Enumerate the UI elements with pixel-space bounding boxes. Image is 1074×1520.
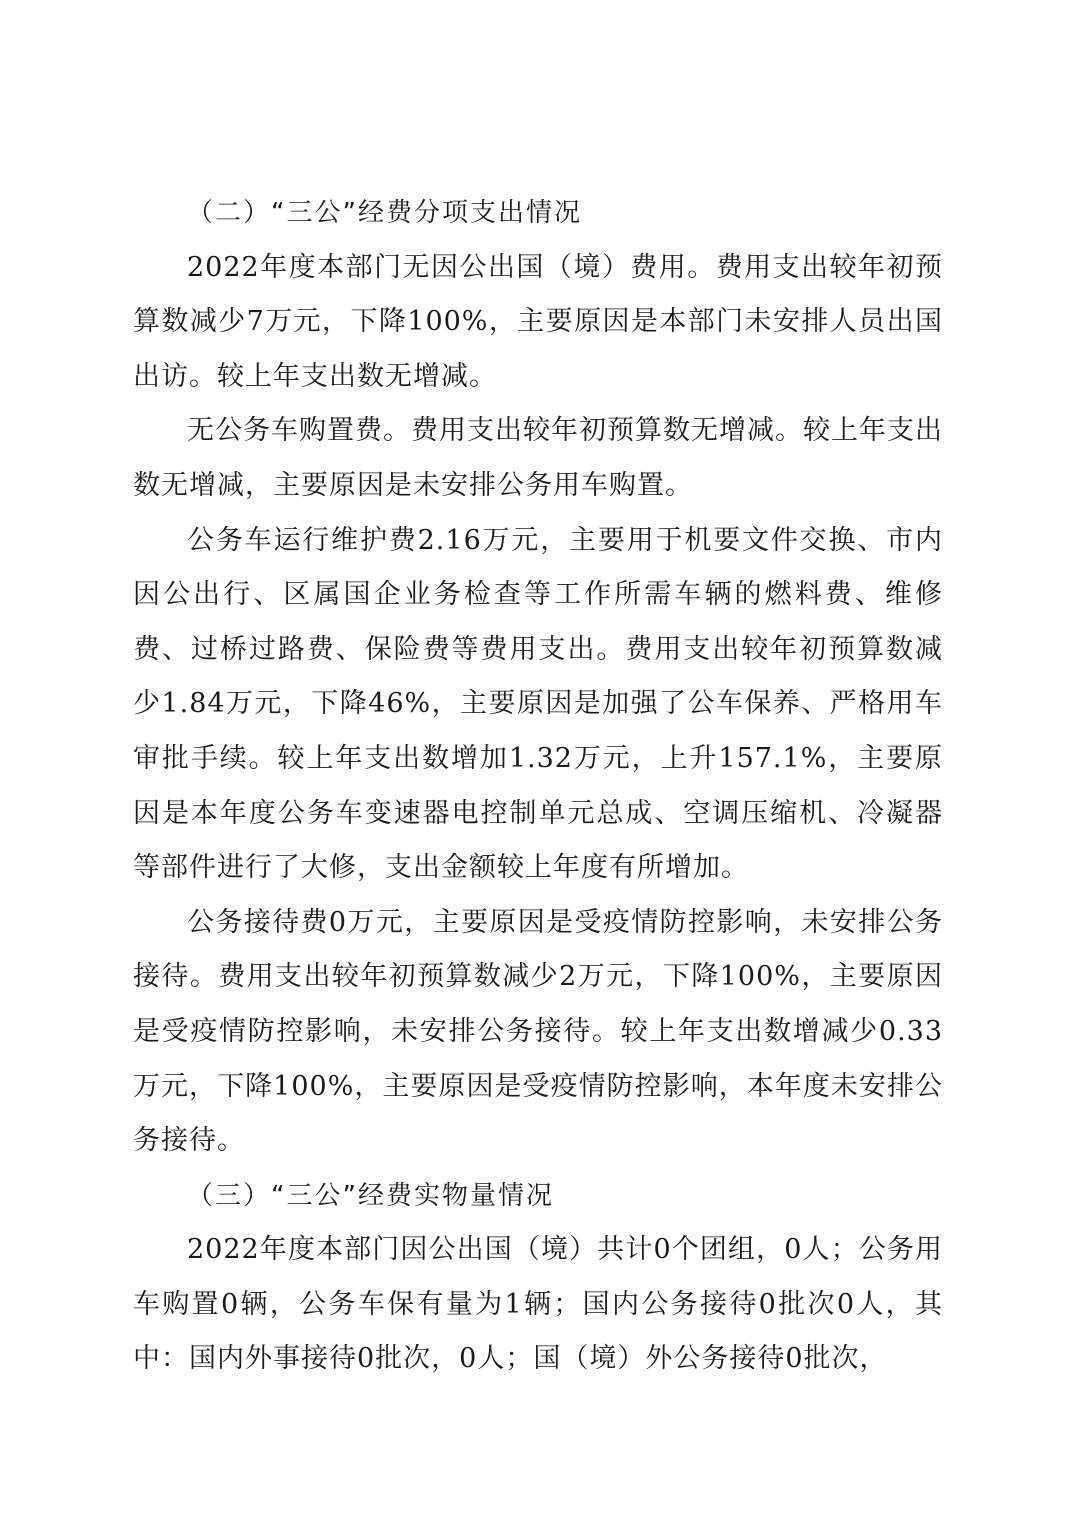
paragraph-vehicle-maintenance: 公务车运行维护费2.16万元，主要用于机要文件交换、市内因公出行、区属国企业务检查等工作所需车辆的燃料费、维修费、过桥过路费、保险费等费用支出。费用支出较年初预算数减少1.84万元，下降46%，主要原因是加强了公车保养、严格用车审批手续。较上年支出数增加1.32万元，上升157.1%，主要原因是本年度公务车变速器电控制单元总成、空调压缩机、冷凝器等部件进行了大修，支出金额较上年度有所增加。 bbox=[133, 524, 943, 884]
section-heading-2: （二）“三公”经费分项支出情况 bbox=[187, 198, 582, 228]
paragraph-vehicle-purchase: 无公务车购置费。费用支出较年初预算数无增减。较上年支出数无增减，主要原因是未安排公务用车购置。 bbox=[133, 415, 943, 501]
paragraph-official-reception: 公务接待费0万元，主要原因是受疫情防控影响，未安排公务接待。费用支出较年初预算数减少2万元，下降100%，主要原因是受疫情防控影响，未安排公务接待。较上年支出数增减少0.33万元，下降100%，主要原因是受疫情防控影响，本年度未安排公务接待。 bbox=[133, 906, 943, 1157]
paragraph-physical-quantity: 2022年度本部门因公出国（境）共计0个团组，0人；公务用车购置0辆，公务车保有量为1辆；国内公务接待0批次0人，其中：国内外事接待0批次，0人；国（境）外公务接待0批次， bbox=[133, 1234, 943, 1375]
document-body bbox=[133, 186, 943, 1387]
paragraph-overseas-travel: 2022年度本部门无因公出国（境）费用。费用支出较年初预算数减少7万元，下降100%，主要原因是本部门未安排人员出国出访。较上年支出数无增减。 bbox=[133, 251, 943, 392]
section-heading-3: （三）“三公”经费实物量情况 bbox=[187, 1180, 554, 1211]
